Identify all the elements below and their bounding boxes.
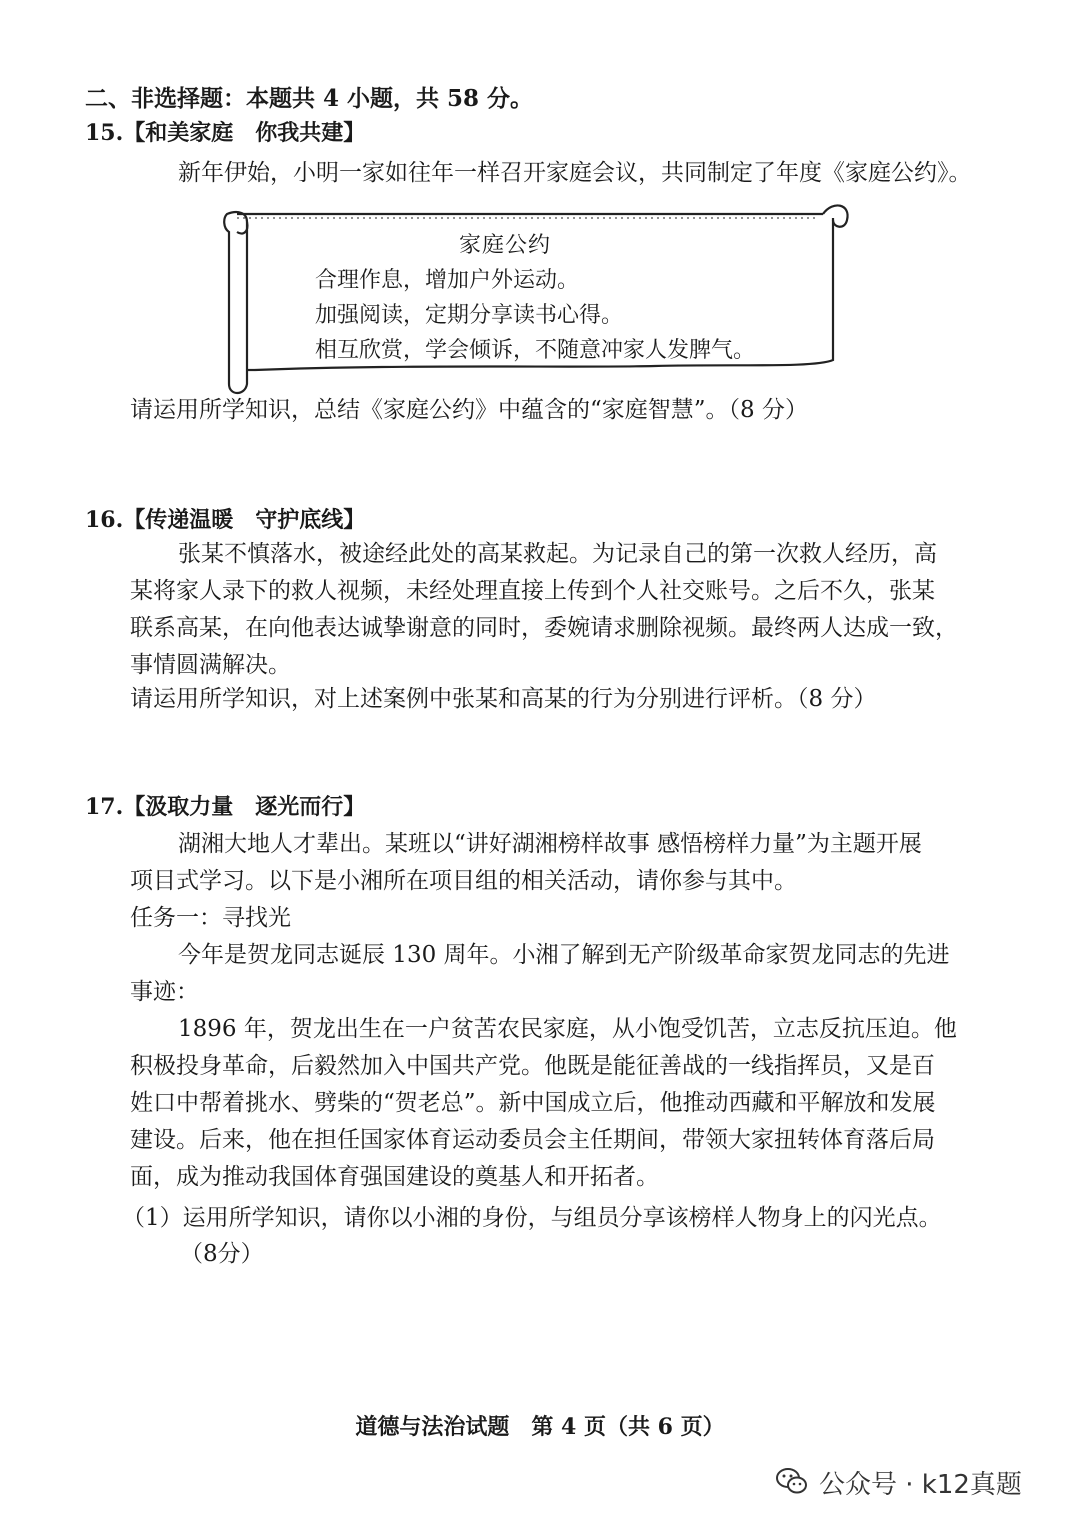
q16-prompt: 请运用所学知识，对上述案例中张某和高某的行为分别进行评析。（8 分） — [130, 686, 877, 712]
q17-sub1-score: （8分） — [180, 1241, 264, 1267]
scroll-title: 家庭公约 — [458, 233, 551, 258]
q16-paragraph — [130, 536, 958, 684]
q15-intro: 新年伊始，小明一家如往年一样召开家庭会议，共同制定了年度《家庭公约》。 — [178, 160, 972, 186]
q15-number: 15. — [85, 120, 124, 146]
q17-task-line: 今年是贺龙同志诞辰 130 周年。小湘了解到无产阶级革命家贺龙同志的先进 — [178, 942, 950, 968]
q17-story-line: 1896 年，贺龙出生在一户贫苦农民家庭，从小饱受饥苦，立志反抗压迫。他 — [178, 1016, 957, 1042]
q16-line: 张某不慎落水，被途经此处的高某救起。为记录自己的第一次救人经历，高 — [178, 541, 937, 567]
q16-number: 16. — [85, 507, 124, 533]
q17-topic: 【汲取力量 逐光而行】 — [123, 794, 366, 820]
q17-story-line: 面，成为推动我国体育强国建设的奠基人和开拓者。 — [130, 1164, 659, 1190]
q17-sub1: （1）运用所学知识，请你以小湘的身份，与组员分享该榜样人物身上的闪光点。 — [122, 1205, 942, 1231]
scroll-item: 加强阅读，定期分享读书心得。 — [315, 303, 624, 328]
scroll-item: 相互欣赏，学会倾诉，不随意冲家人发脾气。 — [315, 338, 756, 363]
q15-prompt: 请运用所学知识，总结《家庭公约》中蕴含的“家庭智慧”。（8 分） — [130, 397, 808, 423]
page-footer: 道德与法治试题 第 4 页（共 6 页） — [355, 1414, 725, 1440]
q17-story — [130, 1011, 957, 1196]
q17-task: 任务一：寻找光 — [130, 905, 291, 931]
scroll-item: 合理作息，增加户外运动。 — [315, 268, 580, 293]
q17-number: 17. — [85, 794, 124, 820]
watermark-label: 公众号 · k12真题 — [819, 1469, 1022, 1500]
q16-header — [85, 505, 365, 535]
q15-topic: 【和美家庭 你我共建】 — [123, 120, 366, 146]
q17-intro-line: 湖湘大地人才辈出。某班以“讲好湖湘榜样故事 感悟榜样力量”为主题开展 — [178, 831, 922, 857]
q17-task-line: 事迹： — [130, 979, 199, 1005]
q17-header — [85, 792, 365, 822]
q17-intro-line: 项目式学习。以下是小湘所在项目组的相关活动，请你参与其中。 — [130, 868, 797, 894]
watermark — [775, 1462, 1022, 1502]
scroll-content — [315, 228, 755, 368]
q17-story-line: 建设。后来，他在担任国家体育运动委员会主任期间，带领大家扭转体育落后局 — [130, 1127, 935, 1153]
q17-task-intro — [130, 937, 950, 1011]
q16-line: 联系高某，在向他表达诚挚谢意的同时，委婉请求删除视频。最终两人达成一致， — [130, 615, 958, 641]
q16-line: 事情圆满解决。 — [130, 652, 291, 678]
section-heading: 二、非选择题：本题共 4 小题，共 58 分。 — [85, 85, 534, 112]
wechat-icon — [775, 1465, 809, 1499]
q17-story-line: 姓口中帮着挑水、劈柴的“贺老总”。新中国成立后，他推动西藏和平解放和发展 — [130, 1090, 936, 1116]
q16-line: 某将家人录下的救人视频，未经处理直接上传到个人社交账号。之后不久，张某 — [130, 578, 935, 604]
family-pact-scroll — [215, 192, 855, 402]
q17-intro — [130, 826, 922, 900]
q15-header — [85, 118, 365, 148]
q17-story-line: 积极投身革命，后毅然加入中国共产党。他既是能征善战的一线指挥员，又是百 — [130, 1053, 935, 1079]
q16-topic: 【传递温暖 守护底线】 — [123, 507, 366, 533]
